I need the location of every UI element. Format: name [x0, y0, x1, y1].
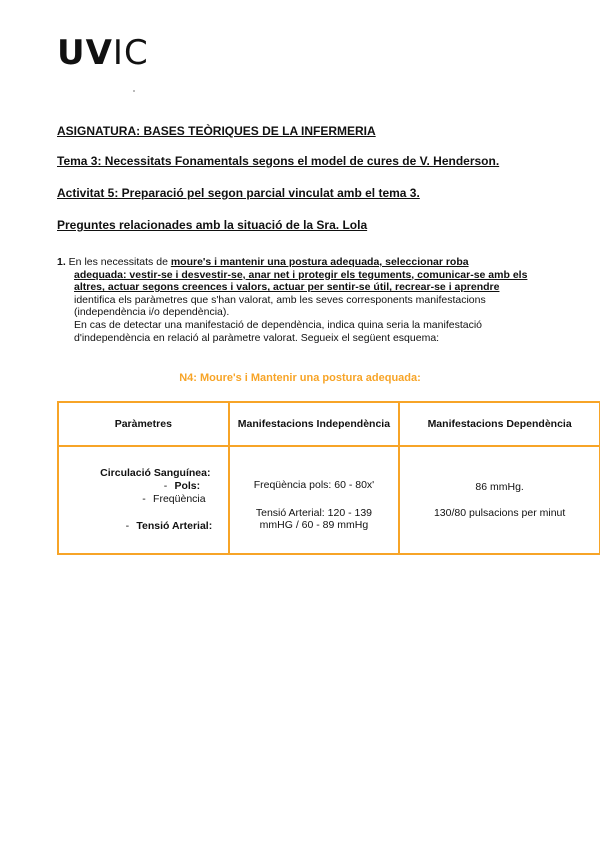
logo-bold-part: UV [57, 33, 113, 73]
independence-cell [229, 446, 400, 554]
question-needs-a: moure's i mantenir una postura adequada, seleccionar roba [170, 256, 469, 268]
logo-light-part: IC [112, 33, 149, 73]
dep-value-2: 130/80 pulsacions per minut [433, 507, 566, 519]
questions-heading: Preguntes relacionades amb la situació de la Sra. Lola [57, 218, 368, 232]
bullet-dash: - [125, 520, 130, 532]
question-needs-b: adequada: vestir-se i desvestir-se, anar net i protegir els teguments, comunicar-se amb els altres, actuar segons creences i valors, actuar per sentir-se útil, recrear-se i aprendre [74, 268, 528, 294]
assessment-table [57, 401, 600, 555]
param-tension: Tensió Arterial: [136, 520, 213, 532]
header-dependence: Manifestacions Dependència [399, 402, 600, 446]
uvic-logo [57, 33, 149, 73]
theme-heading: Tema 3: Necessitats Fonamentals segons el model de cures de V. Henderson. [57, 154, 500, 168]
subject-heading: ASIGNATURA: BASES TEÒRIQUES DE LA INFERMERIA [57, 124, 376, 138]
param-freq: Freqüència [153, 493, 206, 505]
header-independence: Manifestacions Independència [229, 402, 400, 446]
param-tension-row [84, 520, 227, 533]
decorative-dot [133, 90, 135, 92]
table-title: N4: Moure's i Mantenir una postura adequada: [179, 372, 421, 384]
indep-tension: Tensió Arterial: 120 - 139 mmHG / 60 - 89 mmHg [255, 507, 373, 531]
question-number: 1. [57, 256, 66, 268]
param-pols: Pols: [174, 480, 201, 492]
header-parameters: Paràmetres [58, 402, 229, 446]
param-pols-row [84, 480, 227, 493]
bullet-dash: - [163, 480, 168, 492]
question-1 [57, 256, 537, 344]
bullet-dash: - [142, 493, 146, 505]
question-indented-block [57, 269, 537, 319]
param-freq-row [84, 493, 227, 506]
question-rest-1: identifica els paràmetres que s'han valorat, amb les seves corresponents manifestacions (independència i/o dependència). [74, 293, 486, 319]
indep-pols: Freqüència pols: 60 - 80x' [253, 479, 375, 491]
question-rest-2: En cas de detectar una manifestació de dependència, indica quina seria la manifestació d'independència en relació al paràmetre valorat. Segueix el següent esquema: [74, 318, 483, 344]
dependence-cell [399, 446, 600, 554]
table-header-row [58, 402, 600, 446]
param-main: Circulació Sanguínea: [100, 467, 211, 479]
question-1-paragraph [57, 256, 537, 344]
dep-value-1: 86 mmHg. [475, 481, 524, 493]
parameters-cell [58, 446, 229, 554]
activity-heading: Activitat 5: Preparació pel segon parcial vinculat amb el tema 3. [57, 186, 420, 200]
table-row [58, 446, 600, 554]
question-intro: En les necessitats de [65, 256, 171, 268]
